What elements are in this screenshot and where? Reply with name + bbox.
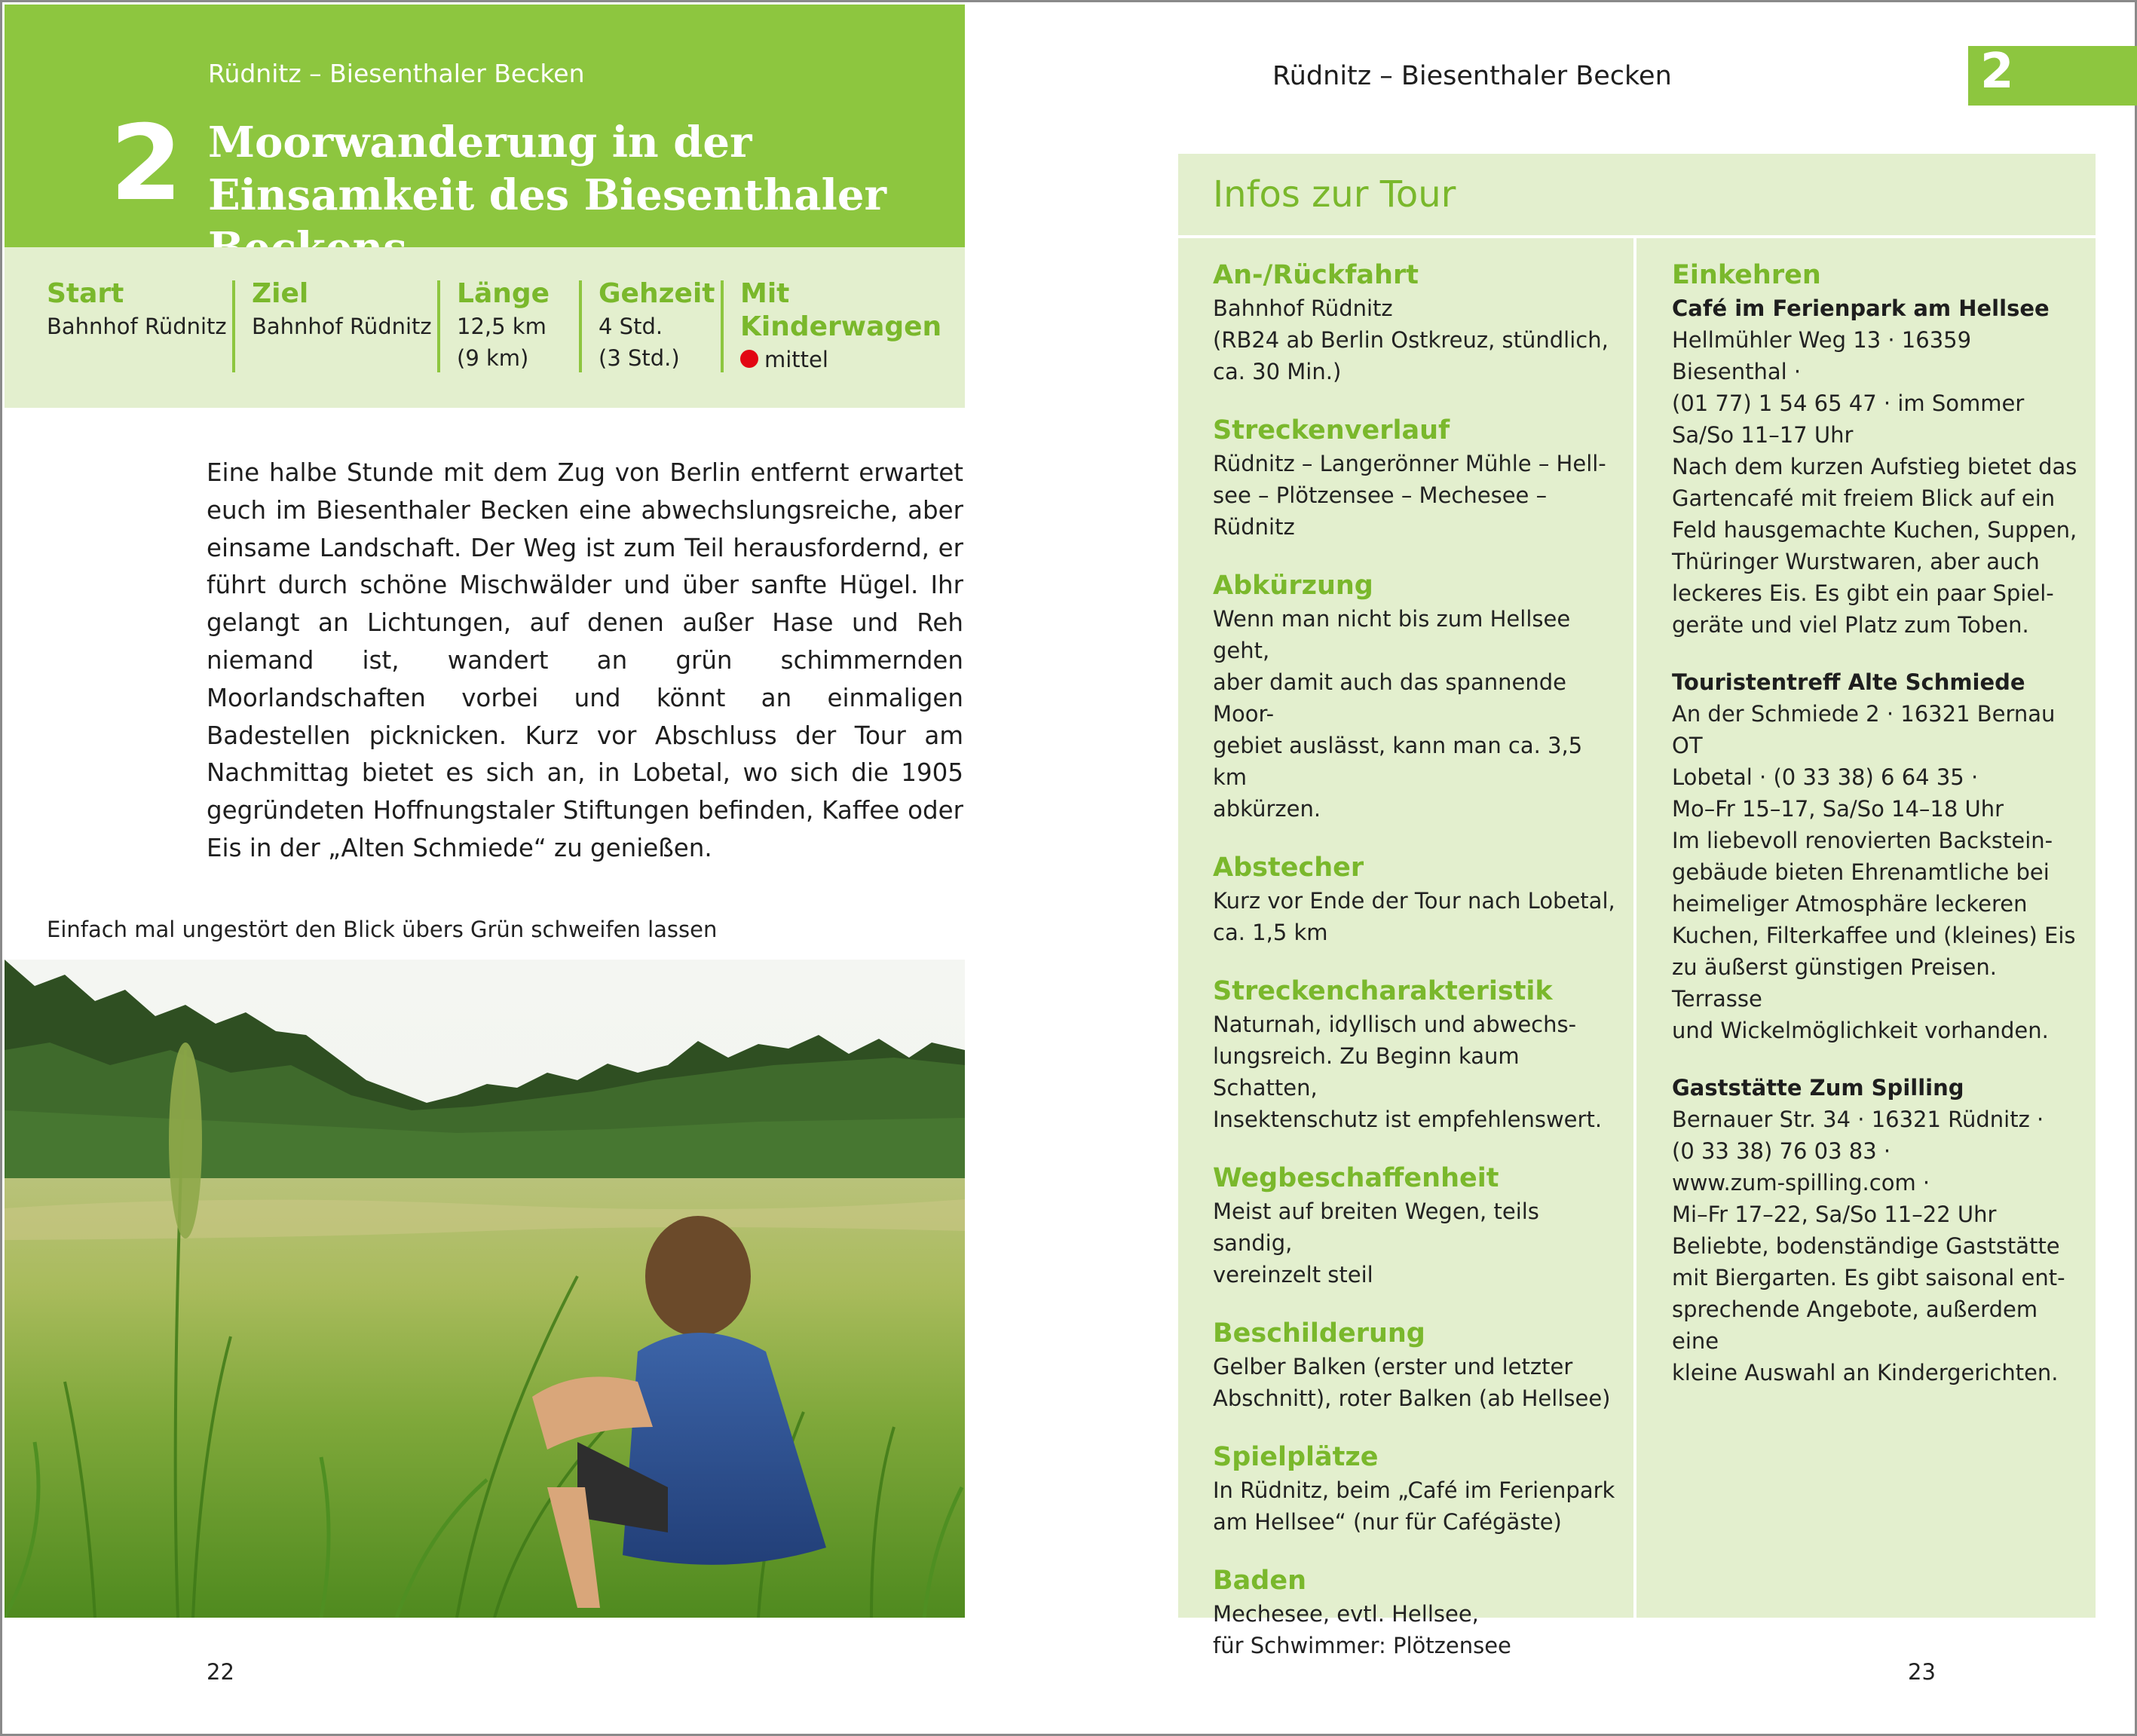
venue-details: Hellmühler Weg 13 · 16359 Biesenthal · (01 77) 1 54 65 47 · im Sommer Sa/So 11–17 Uhr Nach dem kurzen Aufstieg bietet das Gartencafé mit freiem Blick auf ein Feld hausgemachte Kuchen, Suppen, Thüringer Wurstwaren, aber auch leckeres Eis. Es gibt ein paar Spiel- geräte und viel Platz zum Toben. bbox=[1672, 327, 2077, 638]
section-text: Mechesee, evtl. Hellsee, für Schwimmer: Plötzensee bbox=[1213, 1601, 1511, 1658]
section-heading: Einkehren bbox=[1672, 260, 1821, 290]
info-section bbox=[1213, 1440, 1620, 1538]
tour-facts-bar bbox=[5, 247, 965, 408]
fact-value: Bahnhof Rüdnitz bbox=[47, 314, 227, 339]
stroller-rating: mittel bbox=[764, 347, 828, 372]
fact-value: Bahnhof Rüdnitz bbox=[252, 314, 432, 339]
section-text: Wenn man nicht bis zum Hellsee geht, aber damit auch das spannende Moor- gebiet auslässt, kann man ca. 3,5 km abkürzen. bbox=[1213, 606, 1583, 822]
fact-label: Start bbox=[47, 278, 124, 309]
fact-value bbox=[740, 344, 959, 375]
venue-details: An der Schmiede 2 · 16321 Bernau OT Lobetal · (0 33 38) 6 64 35 · Mo–Fr 15–17, Sa/So 14–18 Uhr Im liebevoll renovierten Backstein- gebäude bieten Ehrenamtliche bei heimeliger Atmosphäre leckeren Kuchen, Filterkaffee und (kleines) Eis zu äußerst günstigen Preisen. Terrasse und Wickelmöglichkeit vorhanden. bbox=[1672, 701, 2076, 1043]
venue-entry bbox=[1672, 666, 2083, 1046]
section-text: Kurz vor Ende der Tour nach Lobetal, ca. 1,5 km bbox=[1213, 888, 1615, 945]
info-box-title: Infos zur Tour bbox=[1213, 173, 1456, 216]
section-heading: Abkürzung bbox=[1213, 571, 1373, 601]
section-text: In Rüdnitz, beim „Café im Ferienpark am Hellsee“ (nur für Cafégäste) bbox=[1213, 1477, 1615, 1535]
fact-start bbox=[47, 277, 228, 375]
chapter-number: 2 bbox=[1980, 44, 2014, 100]
section-heading: Spielplätze bbox=[1213, 1442, 1379, 1472]
section-text: Bahnhof Rüdnitz (RB24 ab Berlin Ostkreuz, stündlich, ca. 30 Min.) bbox=[1213, 295, 1609, 384]
section-heading: Streckenverlauf bbox=[1213, 415, 1450, 445]
fact-goal bbox=[252, 277, 440, 375]
divider bbox=[1178, 235, 2096, 238]
section-heading: Baden bbox=[1213, 1566, 1307, 1596]
info-section bbox=[1213, 1161, 1620, 1291]
info-section bbox=[1213, 974, 1620, 1135]
section-text: Rüdnitz – Langerönner Mühle – Hell- see – Plötzensee – Mechesee – Rüdnitz bbox=[1213, 451, 1606, 540]
info-section bbox=[1213, 1316, 1620, 1414]
chapter-title: Moorwanderung in der Einsamkeit des Biesenthaler bbox=[208, 118, 886, 220]
fact-divider bbox=[579, 280, 582, 372]
venue-details: Bernauer Str. 34 · 16321 Rüdnitz · (0 33 38) 76 03 83 · www.zum-spilling.com · Mi–Fr 17–22, Sa/So 11–22 Uhr Beliebte, bodenständige Gaststätte mit Biergarten. Es gibt saisonal ent- sprechende Angebote, außerdem eine kleine Auswahl an Kindergerichten. bbox=[1672, 1107, 2065, 1385]
fact-stroller bbox=[740, 277, 959, 375]
chapter-number: 2 bbox=[110, 103, 183, 224]
chapter-header bbox=[5, 5, 965, 247]
fact-value: 12,5 km (9 km) bbox=[457, 314, 546, 371]
section-heading: Streckencharakteristik bbox=[1213, 976, 1553, 1006]
fact-divider bbox=[721, 280, 724, 372]
section-text: Meist auf breiten Wegen, teils sandig, vereinzelt steil bbox=[1213, 1199, 1539, 1287]
tour-info-box bbox=[1178, 154, 2096, 1658]
info-section bbox=[1213, 568, 1620, 825]
section-heading: Abstecher bbox=[1213, 853, 1364, 883]
photo-caption: Einfach mal ungestört den Blick übers Grün schweifen lassen bbox=[47, 917, 718, 942]
section-heading: An-/Rückfahrt bbox=[1213, 260, 1419, 290]
fact-label: Gehzeit bbox=[599, 278, 715, 309]
fact-value: 4 Std. (3 Std.) bbox=[599, 314, 680, 371]
section-heading: Wegbeschaffenheit bbox=[1213, 1163, 1499, 1193]
fact-divider bbox=[232, 280, 235, 372]
divider bbox=[1633, 238, 1636, 1618]
section-text: Gelber Balken (erster und letzter Abschnitt), roter Balken (ab Hellsee) bbox=[1213, 1354, 1611, 1411]
difficulty-indicator-icon bbox=[740, 350, 758, 368]
fact-divider bbox=[437, 280, 440, 372]
venue-name: Touristentreff Alte Schmiede bbox=[1672, 669, 2025, 695]
running-head-title: Rüdnitz – Biesenthaler Becken bbox=[1272, 61, 1672, 91]
fact-label: Ziel bbox=[252, 278, 309, 309]
fact-length bbox=[457, 277, 570, 375]
left-page bbox=[2, 2, 1070, 1734]
info-section bbox=[1213, 258, 1620, 387]
fact-label: Mit Kinderwagen bbox=[740, 278, 942, 342]
page-number-right: 23 bbox=[1908, 1659, 1936, 1685]
meadow-photo bbox=[5, 960, 965, 1618]
fact-label: Länge bbox=[457, 278, 550, 309]
venue-entry bbox=[1672, 292, 2083, 641]
section-heading: Beschilderung bbox=[1213, 1318, 1425, 1349]
venue-entry bbox=[1672, 1072, 2083, 1388]
info-right-column bbox=[1672, 258, 2083, 1414]
intro-paragraph: Eine halbe Stunde mit dem Zug von Berlin entfernt erwartet euch im Biesenthaler Becken eine abwechslungsreiche, aber einsame Landschaft. Der Weg ist zum Teil herausfordernd, er führt durch schöne Mischwälder und über sanfte Hügel. Ihr gelangt an Lichtungen, auf denen außer Hase und Reh niemand ist, wandert an grün schimmernden Moorlandschaften vorbei und könnt an einmaligen Badestellen picknicken. Kurz vor Abschluss der Tour am Nachmittag bietet es sich an, in Lobetal, wo sich die 1905 gegründeten Hoffnungstaler Stiftungen befinden, Kaffee oder Eis in der „Alten Schmiede“ zu genießen. bbox=[207, 458, 963, 862]
info-box-header bbox=[1178, 154, 2096, 237]
info-section bbox=[1213, 413, 1620, 543]
section-text: Naturnah, idyllisch und abwechs- lungsreich. Zu Beginn kaum Schatten, Insektenschutz ist empfehlenswert. bbox=[1213, 1012, 1603, 1132]
info-section bbox=[1213, 1563, 1620, 1661]
fact-duration bbox=[599, 277, 727, 375]
venue-name: Gaststätte Zum Spilling bbox=[1672, 1075, 1964, 1101]
info-section bbox=[1213, 850, 1620, 948]
venue-name: Café im Ferienpark am Hellsee bbox=[1672, 295, 2050, 321]
info-left-column bbox=[1213, 258, 1620, 1687]
route-title: Rüdnitz – Biesenthaler Becken bbox=[208, 59, 585, 88]
page-number-left: 22 bbox=[207, 1659, 234, 1685]
